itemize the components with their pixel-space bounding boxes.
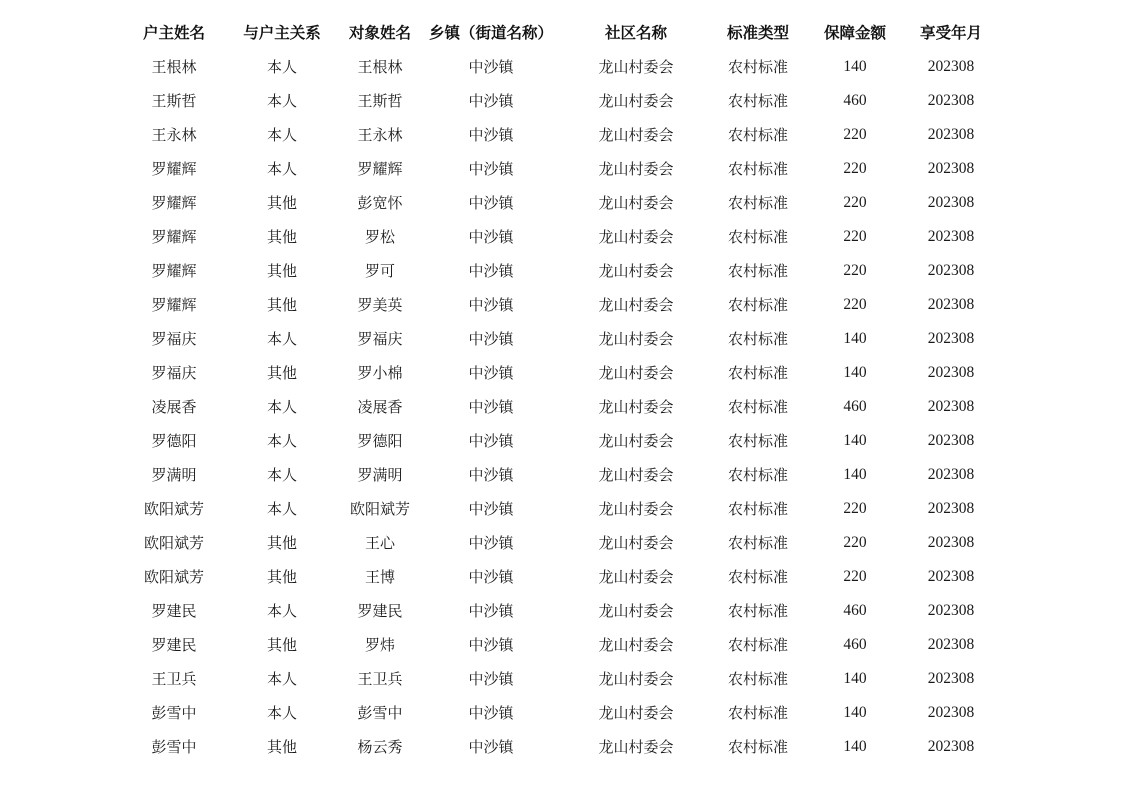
- cell-householder-name: 彭雪中: [151, 738, 197, 756]
- cell-householder-name: 罗建民: [151, 636, 197, 654]
- table-row: [0, 730, 1122, 764]
- table-row: [0, 492, 1122, 526]
- cell-relationship: 其他: [266, 568, 297, 586]
- table-row: [0, 220, 1122, 254]
- cell-relationship: 其他: [266, 296, 297, 314]
- cell-township: 中沙镇: [468, 296, 514, 314]
- cell-month: 202308: [927, 126, 975, 143]
- cell-month: 202308: [927, 466, 975, 483]
- cell-standard-type: 农村标准: [727, 568, 788, 586]
- cell-recipient-name: 罗耀辉: [357, 160, 403, 178]
- cell-month: 202308: [927, 330, 975, 347]
- cell-amount: 140: [843, 58, 867, 75]
- table-row: [0, 628, 1122, 662]
- header-month: 享受年月: [919, 23, 982, 42]
- cell-amount: 220: [843, 296, 867, 313]
- table-row: [0, 50, 1122, 84]
- table-row: [0, 424, 1122, 458]
- cell-relationship: 其他: [266, 228, 297, 246]
- cell-standard-type: 农村标准: [727, 296, 788, 314]
- cell-standard-type: 农村标准: [727, 364, 788, 382]
- cell-township: 中沙镇: [468, 534, 514, 552]
- cell-community: 龙山村委会: [598, 364, 674, 382]
- cell-householder-name: 王根林: [151, 58, 197, 76]
- header-recipient-name: 对象姓名: [348, 23, 411, 42]
- cell-township: 中沙镇: [468, 58, 514, 76]
- cell-householder-name: 罗福庆: [151, 330, 197, 348]
- cell-township: 中沙镇: [468, 636, 514, 654]
- table-row: [0, 696, 1122, 730]
- cell-month: 202308: [927, 534, 975, 551]
- table-row: [0, 356, 1122, 390]
- cell-standard-type: 农村标准: [727, 466, 788, 484]
- cell-amount: 220: [843, 194, 867, 211]
- cell-month: 202308: [927, 602, 975, 619]
- cell-relationship: 其他: [266, 194, 297, 212]
- cell-amount: 220: [843, 160, 867, 177]
- cell-community: 龙山村委会: [598, 228, 674, 246]
- cell-community: 龙山村委会: [598, 92, 674, 110]
- cell-month: 202308: [927, 58, 975, 75]
- cell-community: 龙山村委会: [598, 500, 674, 518]
- cell-relationship: 其他: [266, 262, 297, 280]
- cell-relationship: 本人: [266, 704, 297, 722]
- cell-recipient-name: 罗炜: [364, 636, 395, 654]
- cell-township: 中沙镇: [468, 466, 514, 484]
- cell-township: 中沙镇: [468, 500, 514, 518]
- cell-month: 202308: [927, 92, 975, 109]
- cell-month: 202308: [927, 262, 975, 279]
- cell-standard-type: 农村标准: [727, 602, 788, 620]
- cell-month: 202308: [927, 364, 975, 381]
- cell-householder-name: 王永林: [151, 126, 197, 144]
- cell-householder-name: 罗耀辉: [151, 262, 197, 280]
- cell-householder-name: 王卫兵: [151, 670, 197, 688]
- cell-month: 202308: [927, 670, 975, 687]
- table-row: [0, 560, 1122, 594]
- cell-relationship: 本人: [266, 330, 297, 348]
- cell-standard-type: 农村标准: [727, 670, 788, 688]
- cell-community: 龙山村委会: [598, 330, 674, 348]
- cell-community: 龙山村委会: [598, 126, 674, 144]
- cell-recipient-name: 罗小棉: [357, 364, 403, 382]
- cell-township: 中沙镇: [468, 398, 514, 416]
- cell-householder-name: 罗建民: [151, 602, 197, 620]
- cell-amount: 220: [843, 500, 867, 517]
- cell-amount: 220: [843, 534, 867, 551]
- cell-community: 龙山村委会: [598, 636, 674, 654]
- cell-standard-type: 农村标准: [727, 262, 788, 280]
- cell-community: 龙山村委会: [598, 160, 674, 178]
- cell-township: 中沙镇: [468, 738, 514, 756]
- cell-recipient-name: 王心: [364, 534, 395, 552]
- cell-householder-name: 罗满明: [151, 466, 197, 484]
- cell-relationship: 本人: [266, 466, 297, 484]
- table-row: [0, 118, 1122, 152]
- cell-community: 龙山村委会: [598, 466, 674, 484]
- cell-amount: 460: [843, 92, 867, 109]
- cell-month: 202308: [927, 738, 975, 755]
- cell-month: 202308: [927, 432, 975, 449]
- cell-recipient-name: 罗满明: [357, 466, 403, 484]
- cell-amount: 460: [843, 398, 867, 415]
- cell-township: 中沙镇: [468, 330, 514, 348]
- cell-month: 202308: [927, 704, 975, 721]
- cell-township: 中沙镇: [468, 228, 514, 246]
- cell-amount: 220: [843, 568, 867, 585]
- cell-recipient-name: 彭雪中: [357, 704, 403, 722]
- cell-householder-name: 欧阳斌芳: [143, 568, 204, 586]
- cell-community: 龙山村委会: [598, 670, 674, 688]
- cell-township: 中沙镇: [468, 92, 514, 110]
- cell-standard-type: 农村标准: [727, 194, 788, 212]
- cell-standard-type: 农村标准: [727, 126, 788, 144]
- header-householder-name: 户主姓名: [142, 23, 205, 42]
- cell-amount: 140: [843, 466, 867, 483]
- cell-community: 龙山村委会: [598, 432, 674, 450]
- cell-month: 202308: [927, 194, 975, 211]
- cell-standard-type: 农村标准: [727, 500, 788, 518]
- cell-relationship: 本人: [266, 160, 297, 178]
- header-relationship: 与户主关系: [243, 23, 321, 42]
- cell-standard-type: 农村标准: [727, 58, 788, 76]
- cell-township: 中沙镇: [468, 194, 514, 212]
- cell-householder-name: 罗耀辉: [151, 296, 197, 314]
- cell-month: 202308: [927, 160, 975, 177]
- cell-recipient-name: 欧阳斌芳: [349, 500, 410, 518]
- cell-amount: 140: [843, 704, 867, 721]
- table-row: [0, 662, 1122, 696]
- table-row: [0, 526, 1122, 560]
- table-row: [0, 458, 1122, 492]
- cell-standard-type: 农村标准: [727, 534, 788, 552]
- cell-householder-name: 罗德阳: [151, 432, 197, 450]
- cell-relationship: 本人: [266, 398, 297, 416]
- cell-relationship: 本人: [266, 602, 297, 620]
- cell-standard-type: 农村标准: [727, 636, 788, 654]
- cell-relationship: 其他: [266, 738, 297, 756]
- cell-standard-type: 农村标准: [727, 398, 788, 416]
- cell-amount: 140: [843, 330, 867, 347]
- cell-amount: 220: [843, 228, 867, 245]
- cell-township: 中沙镇: [468, 704, 514, 722]
- cell-community: 龙山村委会: [598, 398, 674, 416]
- cell-amount: 140: [843, 670, 867, 687]
- cell-standard-type: 农村标准: [727, 432, 788, 450]
- cell-recipient-name: 罗美英: [357, 296, 403, 314]
- cell-amount: 140: [843, 432, 867, 449]
- cell-month: 202308: [927, 568, 975, 585]
- cell-householder-name: 欧阳斌芳: [143, 534, 204, 552]
- header-township: 乡镇（街道名称）: [428, 23, 553, 42]
- cell-amount: 220: [843, 262, 867, 279]
- cell-standard-type: 农村标准: [727, 92, 788, 110]
- cell-relationship: 其他: [266, 636, 297, 654]
- cell-township: 中沙镇: [468, 670, 514, 688]
- cell-relationship: 本人: [266, 126, 297, 144]
- cell-relationship: 本人: [266, 58, 297, 76]
- cell-recipient-name: 王永林: [357, 126, 403, 144]
- cell-householder-name: 欧阳斌芳: [143, 500, 204, 518]
- cell-community: 龙山村委会: [598, 262, 674, 280]
- cell-recipient-name: 王斯哲: [357, 92, 403, 110]
- cell-township: 中沙镇: [468, 364, 514, 382]
- cell-relationship: 其他: [266, 534, 297, 552]
- table-header-row: [0, 16, 1122, 50]
- cell-standard-type: 农村标准: [727, 738, 788, 756]
- cell-recipient-name: 凌展香: [357, 398, 403, 416]
- cell-relationship: 其他: [266, 364, 297, 382]
- cell-householder-name: 罗耀辉: [151, 194, 197, 212]
- cell-township: 中沙镇: [468, 432, 514, 450]
- cell-township: 中沙镇: [468, 568, 514, 586]
- cell-recipient-name: 罗福庆: [357, 330, 403, 348]
- cell-recipient-name: 罗德阳: [357, 432, 403, 450]
- cell-recipient-name: 罗可: [364, 262, 395, 280]
- cell-township: 中沙镇: [468, 126, 514, 144]
- cell-township: 中沙镇: [468, 602, 514, 620]
- table-row: [0, 390, 1122, 424]
- cell-recipient-name: 杨云秀: [357, 738, 403, 756]
- table-row: [0, 152, 1122, 186]
- cell-amount: 220: [843, 126, 867, 143]
- cell-community: 龙山村委会: [598, 704, 674, 722]
- cell-amount: 140: [843, 738, 867, 755]
- cell-householder-name: 罗福庆: [151, 364, 197, 382]
- cell-recipient-name: 王卫兵: [357, 670, 403, 688]
- cell-relationship: 本人: [266, 670, 297, 688]
- cell-month: 202308: [927, 500, 975, 517]
- cell-householder-name: 凌展香: [151, 398, 197, 416]
- cell-standard-type: 农村标准: [727, 330, 788, 348]
- cell-standard-type: 农村标准: [727, 704, 788, 722]
- cell-month: 202308: [927, 296, 975, 313]
- cell-standard-type: 农村标准: [727, 160, 788, 178]
- cell-month: 202308: [927, 636, 975, 653]
- cell-amount: 460: [843, 636, 867, 653]
- cell-relationship: 本人: [266, 92, 297, 110]
- header-community: 社区名称: [604, 23, 667, 42]
- table-row: [0, 254, 1122, 288]
- cell-relationship: 本人: [266, 500, 297, 518]
- cell-amount: 140: [843, 364, 867, 381]
- cell-recipient-name: 王根林: [357, 58, 403, 76]
- table-body: [0, 50, 1122, 764]
- table-row: [0, 594, 1122, 628]
- cell-householder-name: 王斯哲: [151, 92, 197, 110]
- cell-community: 龙山村委会: [598, 602, 674, 620]
- header-standard-type: 标准类型: [726, 23, 789, 42]
- cell-township: 中沙镇: [468, 160, 514, 178]
- cell-community: 龙山村委会: [598, 58, 674, 76]
- cell-householder-name: 罗耀辉: [151, 160, 197, 178]
- benefit-table: [0, 16, 1122, 764]
- cell-recipient-name: 彭宽怀: [357, 194, 403, 212]
- cell-standard-type: 农村标准: [727, 228, 788, 246]
- cell-amount: 460: [843, 602, 867, 619]
- cell-relationship: 本人: [266, 432, 297, 450]
- cell-community: 龙山村委会: [598, 568, 674, 586]
- cell-householder-name: 罗耀辉: [151, 228, 197, 246]
- cell-community: 龙山村委会: [598, 194, 674, 212]
- table-row: [0, 322, 1122, 356]
- cell-recipient-name: 罗松: [364, 228, 395, 246]
- header-amount: 保障金额: [823, 23, 886, 42]
- cell-community: 龙山村委会: [598, 738, 674, 756]
- cell-community: 龙山村委会: [598, 296, 674, 314]
- cell-month: 202308: [927, 398, 975, 415]
- cell-township: 中沙镇: [468, 262, 514, 280]
- table-row: [0, 288, 1122, 322]
- cell-householder-name: 彭雪中: [151, 704, 197, 722]
- table-row: [0, 186, 1122, 220]
- cell-recipient-name: 罗建民: [357, 602, 403, 620]
- cell-month: 202308: [927, 228, 975, 245]
- cell-recipient-name: 王博: [364, 568, 395, 586]
- cell-community: 龙山村委会: [598, 534, 674, 552]
- table-row: [0, 84, 1122, 118]
